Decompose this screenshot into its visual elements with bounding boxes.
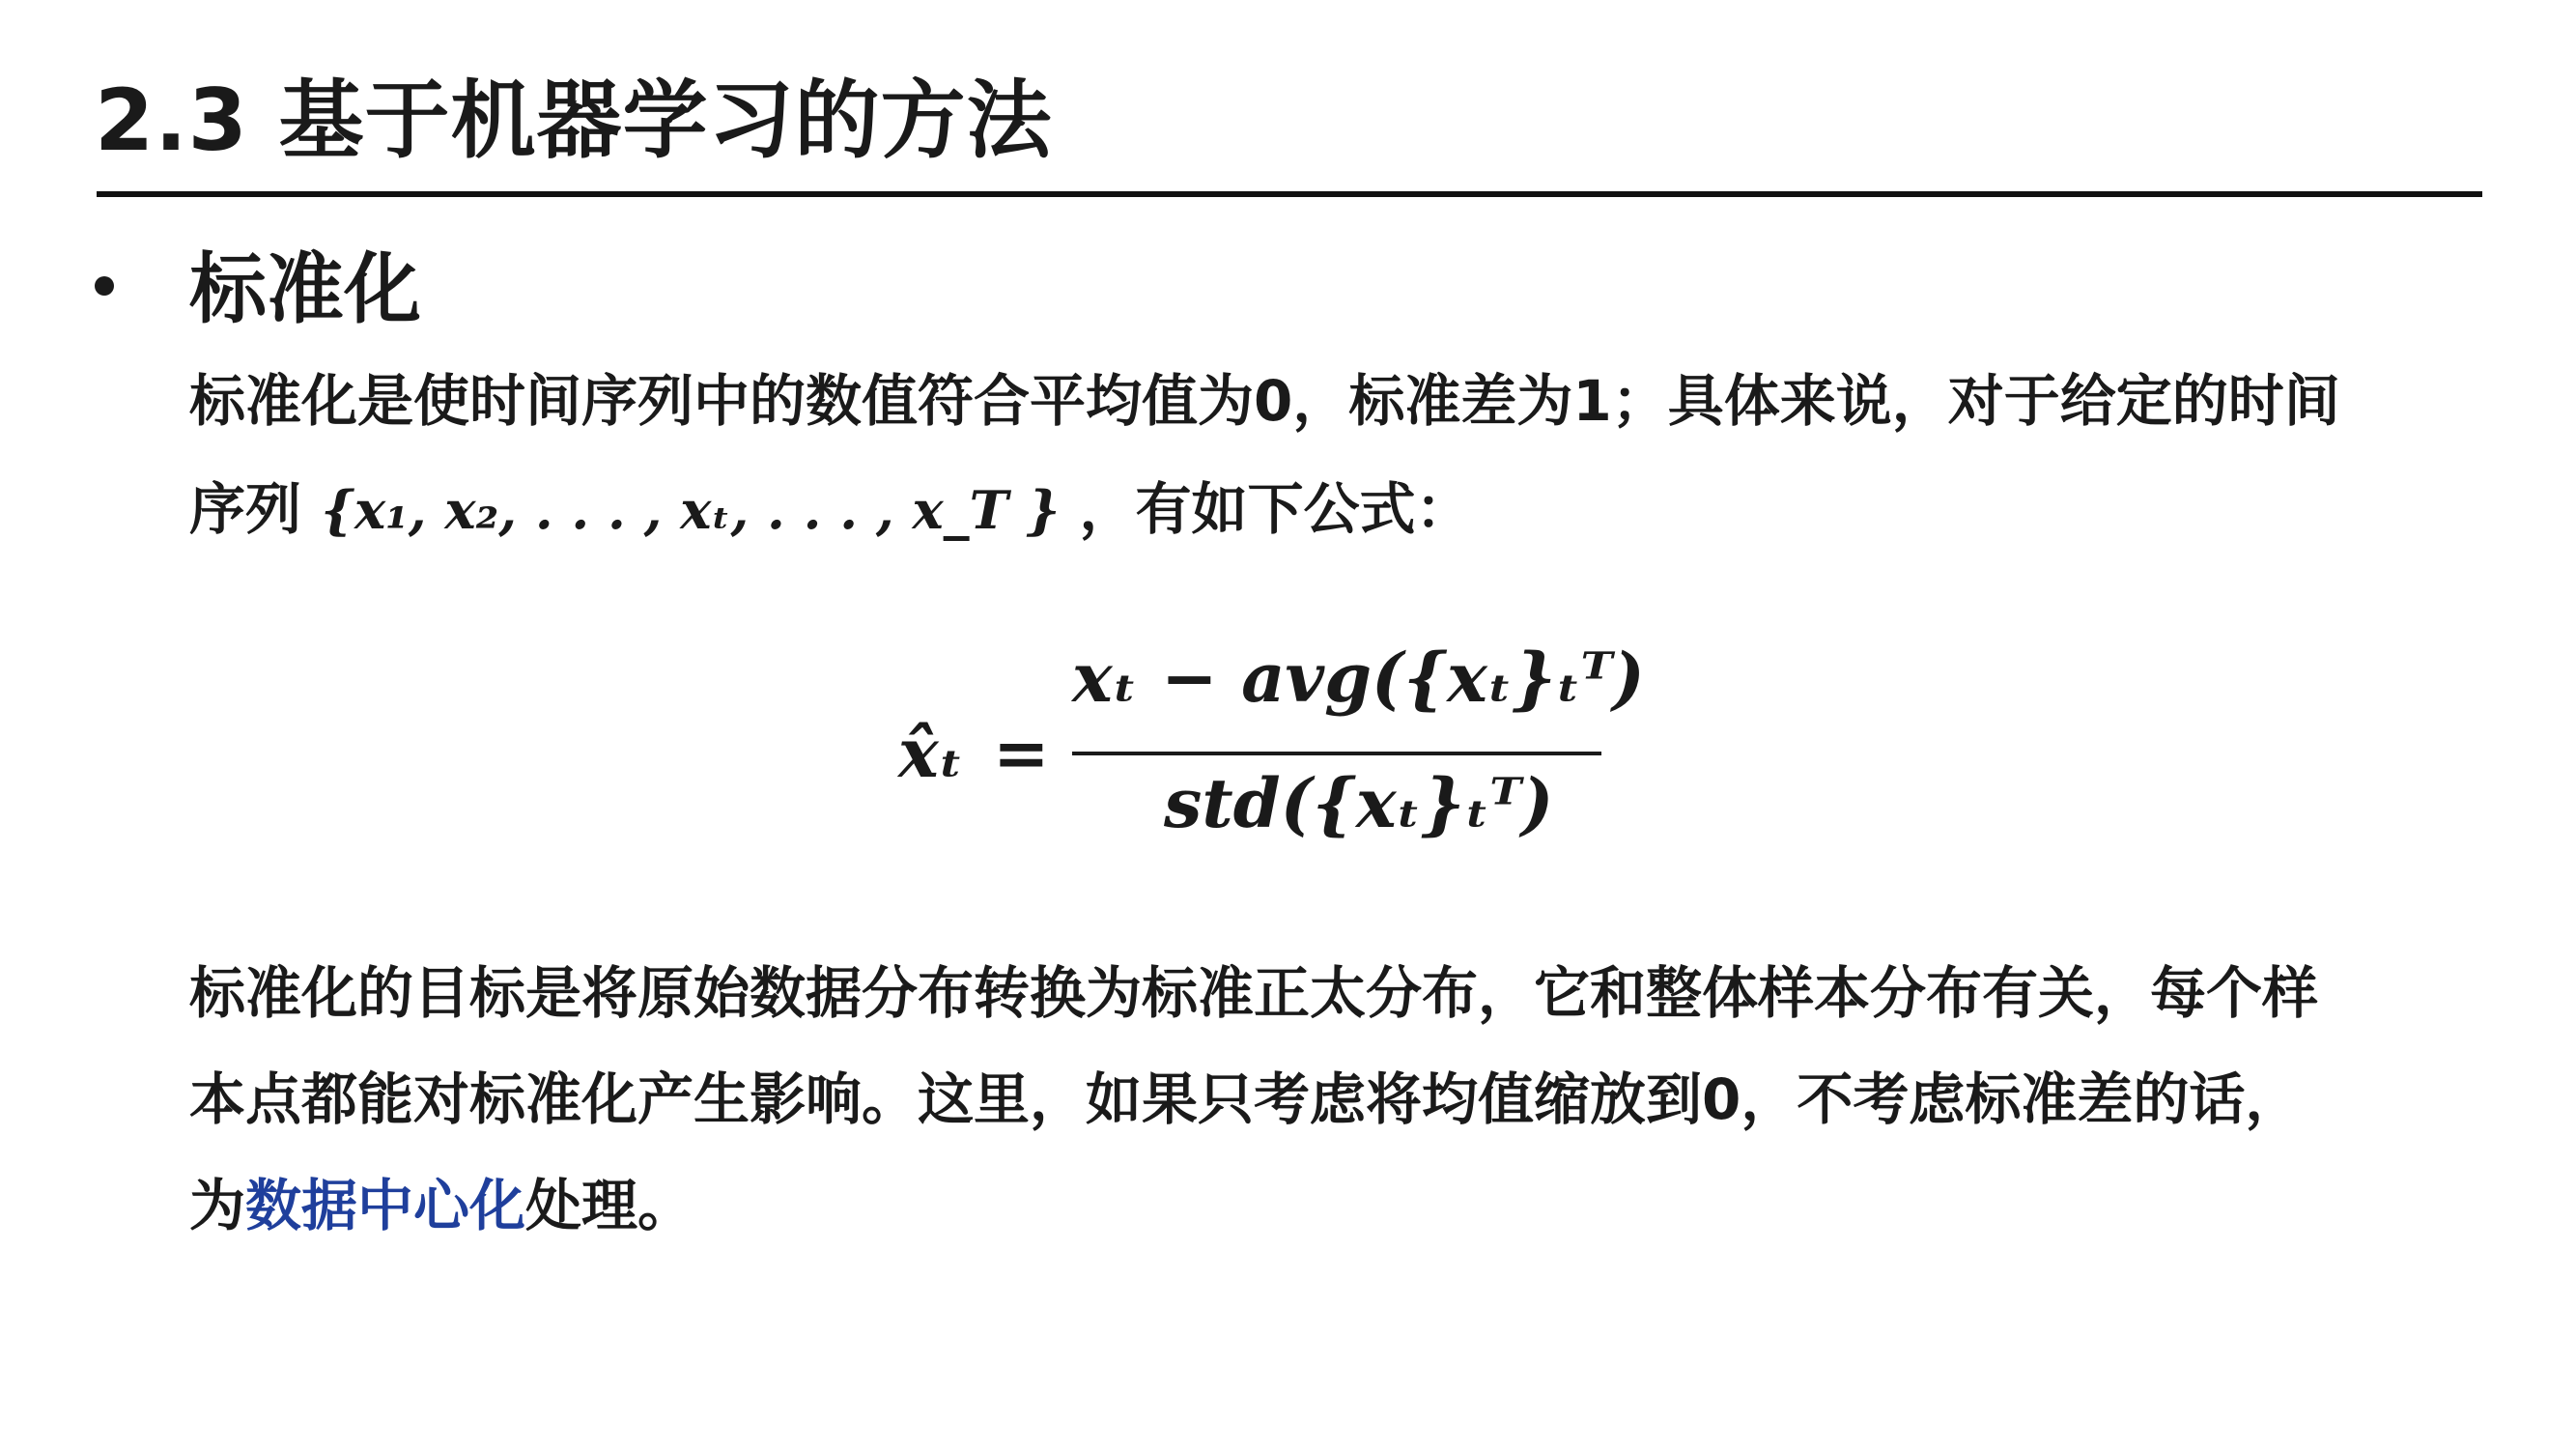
paragraph-2-line-3 <box>189 1152 694 1259</box>
bullet-dot-icon <box>95 276 114 296</box>
paragraph-1-line-2 <box>189 456 1472 563</box>
title-divider <box>97 191 2482 197</box>
paragraph-2-suffix: 处理。 <box>525 1173 694 1238</box>
paragraph-2-line-2: 本点都能对标准化产生影响。这里，如果只考虑将均值缩放到0，不考虑标准差的话， <box>189 1066 2302 1132</box>
data-centering-term: 数据中心化 <box>245 1173 526 1238</box>
paragraph-1-suffix: ，有如下公式： <box>1079 476 1472 542</box>
formula-denominator: std({xₜ}ₜᵀ) <box>1164 763 1554 843</box>
standardization-formula <box>889 638 1645 860</box>
formula-lhs: x̂ₜ <box>898 713 964 793</box>
formula-numerator: xₜ − avg({xₜ}ₜᵀ) <box>1072 638 1645 718</box>
paragraph-1-prefix: 序列 <box>189 476 302 542</box>
slide-title: 2.3 基于机器学习的方法 <box>95 71 1053 170</box>
formula-equals: = <box>993 713 1050 793</box>
paragraph-2-prefix: 为 <box>189 1173 246 1238</box>
fraction-bar <box>1072 752 1601 755</box>
paragraph-2-line-1: 标准化的目标是将原始数据分布转换为标准正太分布，它和整体样本分布有关，每个样 <box>189 960 2319 1026</box>
section-heading: 标准化 <box>189 244 421 334</box>
time-series-notation: {x₁, x₂, . . . , xₜ, . . . , x_T } <box>321 479 1061 541</box>
paragraph-1-line-1: 标准化是使时间序列中的数值符合平均值为0，标准差为1；具体来说，对于给定的时间 <box>189 368 2340 434</box>
